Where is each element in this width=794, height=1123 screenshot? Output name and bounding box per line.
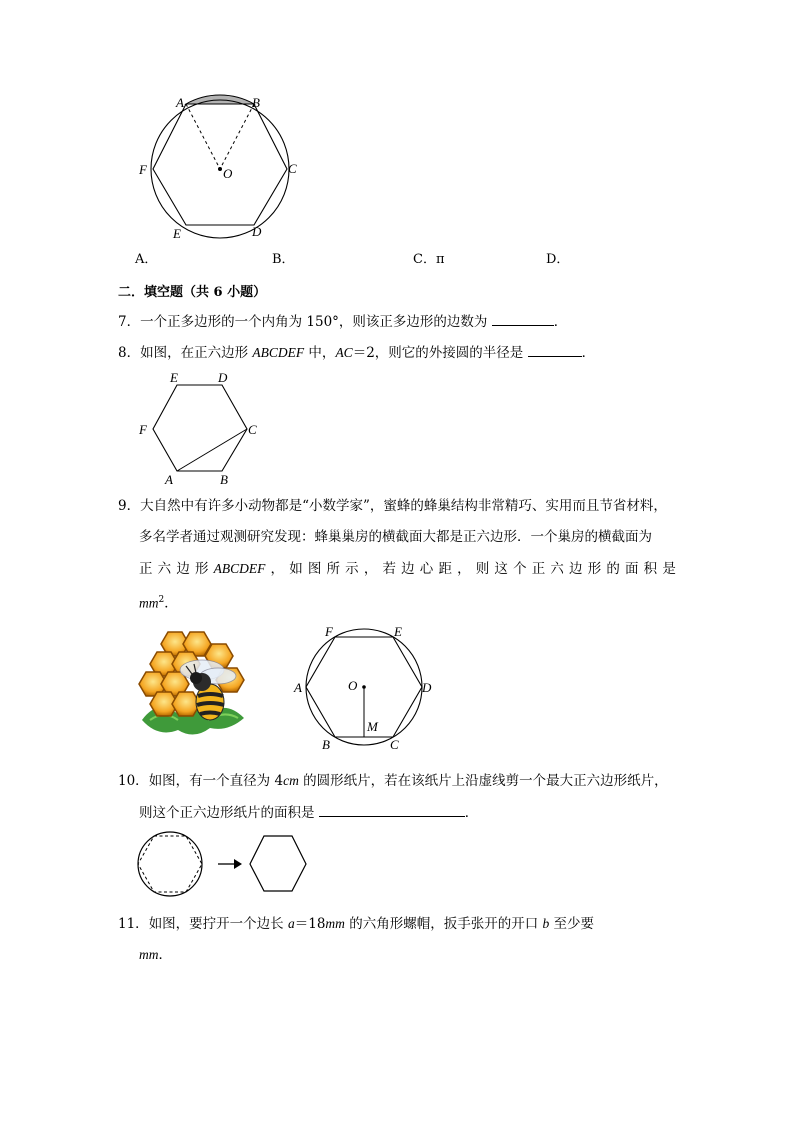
label-a: A (294, 680, 302, 695)
question-10-line-1 (118, 771, 668, 791)
label-m: M (367, 719, 378, 734)
q8-answer-blank[interactable] (528, 342, 582, 357)
label-c: C (390, 737, 399, 752)
q9-line1: 大自然中有许多小动物都是“小数学家”，蜜蜂的蜂巢结构非常精巧、实用而且节省材料， (140, 498, 667, 514)
q11-pre: 如图，要拧开一个边长 (148, 916, 288, 932)
q8-pre: 如图，在正六边形 (140, 345, 253, 361)
label-d: D (218, 370, 228, 385)
question-11-line-1 (118, 914, 594, 934)
q9-char: 正 (139, 561, 153, 577)
q9-char: 是 (662, 561, 676, 577)
q9-char: 距 (438, 561, 452, 577)
q8-eq: ＝2，则它的外接圆的半径是 (352, 345, 524, 361)
diagonal-ac (177, 429, 247, 471)
question-9-line-4 (139, 590, 178, 614)
label-o: O (223, 166, 233, 181)
q9-hexagon-name: ABCDEF (213, 561, 266, 576)
q9-char: ， (363, 561, 378, 577)
q7-answer-blank[interactable] (492, 311, 554, 326)
label-b: B (322, 737, 330, 752)
q9-char: 则 (475, 561, 490, 577)
label-b: B (252, 95, 260, 110)
center-point (218, 167, 222, 171)
q9-sup: 2 (158, 595, 165, 605)
figure-hexagon-q8 (132, 368, 272, 488)
q9-char: 面 (625, 561, 639, 577)
q9-char: ， (270, 561, 285, 577)
option-a[interactable]: A． (135, 252, 158, 267)
question-9-line-1 (118, 496, 667, 516)
q9-char: 所 (326, 561, 340, 577)
q10-pre: 如图，有一个直径为 4 (148, 773, 284, 789)
q9-char: 个 (513, 561, 527, 577)
question-9-line-2: 多名学者通过观测研究发现：蜂巢巢房的横截面大都是正六边形．一个巢房的横截面为 (139, 529, 652, 545)
q8-ac: AC (335, 345, 353, 360)
label-f: F (139, 422, 147, 437)
arrow-head (234, 859, 242, 869)
q9-char: 图 (307, 561, 322, 577)
center-point (362, 685, 366, 689)
q10-post: 的圆形纸片，若在该纸片上沿虚线剪一个最大正六边形纸片， (298, 773, 668, 789)
q10-unit: cm (283, 773, 299, 788)
q9-char: 的 (606, 561, 620, 577)
q7-text: 一个正多边形的一个内角为 150°，则该正多边形的边数为 (140, 314, 488, 330)
label-c: C (288, 161, 297, 176)
q9-char: 若 (382, 561, 396, 577)
q11-end: ． (158, 947, 172, 963)
q9-char: 正 (531, 561, 546, 577)
q9-char: 心 (419, 561, 434, 577)
honeycomb-bee-illustration (138, 628, 248, 740)
q9-char: 边 (176, 561, 190, 577)
question-11-line-2 (139, 945, 172, 965)
radius-oa (186, 104, 220, 169)
q10-line2: 则这个正六边形纸片的面积是 (139, 805, 315, 821)
paper-circle (138, 832, 202, 896)
label-a: A (165, 472, 173, 487)
q7-end: ． (553, 314, 568, 330)
dashed-hexagon (138, 836, 202, 892)
label-b: B (220, 472, 228, 487)
label-d: D (422, 680, 432, 695)
label-o: O (348, 678, 358, 693)
q9-char: 这 (494, 561, 508, 577)
q10-end: ． (464, 805, 479, 821)
q10-number: 10． (118, 773, 149, 789)
q11-end-text: 至少要 (549, 916, 595, 932)
question-10-line-2 (139, 802, 478, 823)
option-b[interactable]: B． (272, 252, 295, 267)
section-title: 二．填空题（共 6 小题） (118, 285, 267, 300)
q11-unit-2: mm (139, 947, 159, 962)
q8-number: 8． (118, 345, 141, 361)
label-c: C (248, 422, 257, 437)
q7-number: 7． (118, 314, 141, 330)
label-e: E (170, 370, 178, 385)
q9-char: 边 (401, 561, 415, 577)
option-d[interactable]: D． (546, 252, 570, 267)
q9-char: 六 (157, 561, 172, 577)
radius-ob (220, 104, 254, 169)
q9-char: ， (457, 561, 471, 577)
q11-post: 的六角形螺帽，扳手张开的开口 (344, 916, 543, 932)
result-hexagon (250, 836, 306, 891)
q8-end: ． (581, 345, 596, 361)
q11-a-val: ＝18 (294, 916, 326, 932)
q9-char: 积 (643, 561, 658, 577)
q9-end: ． (164, 595, 178, 612)
q9-char: 形 (194, 561, 209, 577)
q11-a-var: a (287, 916, 295, 931)
q11-number: 11． (118, 916, 149, 932)
figure-hexagon-q9 (288, 624, 438, 754)
label-a: A (176, 95, 184, 110)
label-e: E (394, 624, 402, 639)
question-9-line-3 (139, 559, 676, 579)
label-f: F (139, 162, 147, 177)
q9-char: 示 (345, 561, 359, 577)
q8-mid: 中， (304, 345, 336, 361)
q11-b-var: b (542, 916, 550, 931)
figure-circle-hexagon-top (130, 90, 310, 250)
q9-unit: mm (139, 595, 159, 611)
q9-char: 如 (289, 561, 303, 577)
option-c[interactable]: C．π (413, 252, 445, 267)
q8-hexagon-name: ABCDEF (252, 345, 305, 360)
q9-char: 边 (569, 561, 583, 577)
hexagon (153, 104, 287, 225)
label-e: E (173, 226, 181, 241)
q9-char: 六 (550, 561, 564, 577)
question-8 (118, 342, 595, 363)
question-7 (118, 311, 567, 332)
q9-number: 9． (118, 498, 141, 514)
q11-unit: mm (325, 916, 345, 931)
label-d: D (252, 224, 262, 239)
label-f: F (325, 624, 333, 639)
q9-char: 形 (587, 561, 602, 577)
figure-circle-to-hexagon (132, 828, 312, 900)
q10-answer-blank[interactable] (319, 802, 465, 817)
hexagon (153, 385, 247, 471)
